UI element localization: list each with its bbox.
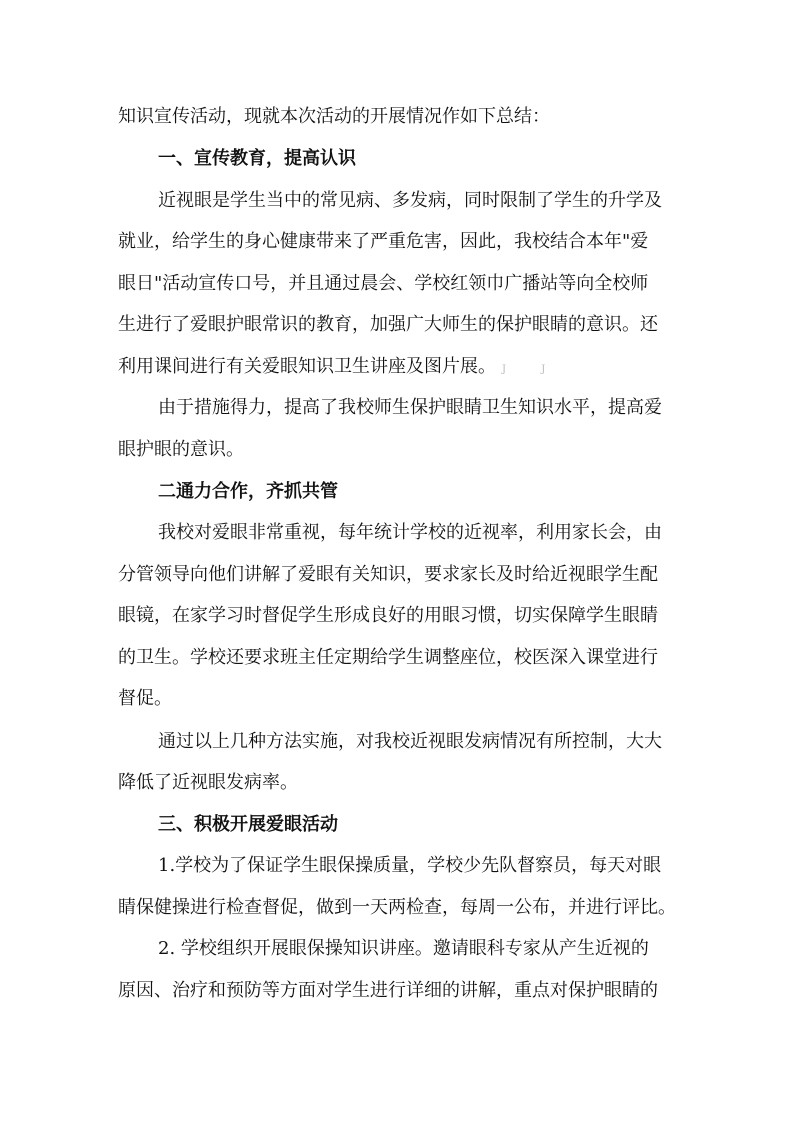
text-line: 知识宣传活动，现就本次活动的开展情况作如下总结： bbox=[118, 106, 550, 127]
text-line: 2. 学校组织开展眼保操知识讲座。邀请眼科专家从产生近视的 bbox=[158, 938, 649, 959]
text-line: 眼日"活动宣传口号，并且通过晨会、学校红领巾广播站等向全校师 bbox=[118, 273, 649, 294]
text-line: 督促。 bbox=[118, 688, 172, 709]
text-line: 近视眼是学生当中的常见病、多发病，同时限制了学生的升学及 bbox=[158, 190, 662, 211]
text-line: 生进行了爱眼护眼常识的教育，加强广大师生的保护眼睛的意识。还 bbox=[118, 314, 658, 335]
text-line: 降低了近视眼发病率。 bbox=[118, 772, 298, 793]
text-line: 分管领导向他们讲解了爱眼有关知识，要求家长及时给近视眼学生配 bbox=[118, 564, 658, 585]
section-heading: 一、宣传教育，提高认识 bbox=[158, 148, 356, 169]
section-heading: 三、积极开展爱眼活动 bbox=[158, 814, 338, 835]
text-line: 眼镜，在家学习时督促学生形成良好的用眼习惯，切实保障学生眼睛 bbox=[118, 605, 658, 626]
text-line-content: 利用课间进行有关爱眼知识卫生讲座及图片展。 bbox=[118, 356, 496, 377]
text-line: 的卫生。学校还要求班主任定期给学生调整座位，校医深入课堂进行 bbox=[118, 647, 658, 668]
text-line: 眼护眼的意识。 bbox=[118, 439, 244, 460]
text-line: 原因、治疗和预防等方面对学生进行详细的讲解，重点对保护眼睛的 bbox=[118, 980, 658, 1001]
text-line: 由于措施得力，提高了我校师生保护眼睛卫生知识水平，提高爱 bbox=[158, 397, 662, 418]
text-line bbox=[118, 356, 561, 381]
section-heading: 二通力合作，齐抓共管 bbox=[158, 481, 338, 502]
text-line: 就业，给学生的身心健康带来了严重危害，因此，我校结合本年"爱 bbox=[118, 231, 649, 252]
text-line: 1.学校为了保证学生眼保操质量，学校少先队督察员，每天对眼 bbox=[158, 855, 662, 876]
text-line: 睛保健操进行检查督促，做到一天两检查，每周一公布，并进行评比。 bbox=[118, 897, 676, 918]
stray-marks: J J bbox=[502, 364, 562, 375]
text-line: 通过以上几种方法实施，对我校近视眼发病情况有所控制，大大 bbox=[158, 731, 662, 752]
text-line: 我校对爱眼非常重视，每年统计学校的近视率，利用家长会，由 bbox=[158, 522, 662, 543]
